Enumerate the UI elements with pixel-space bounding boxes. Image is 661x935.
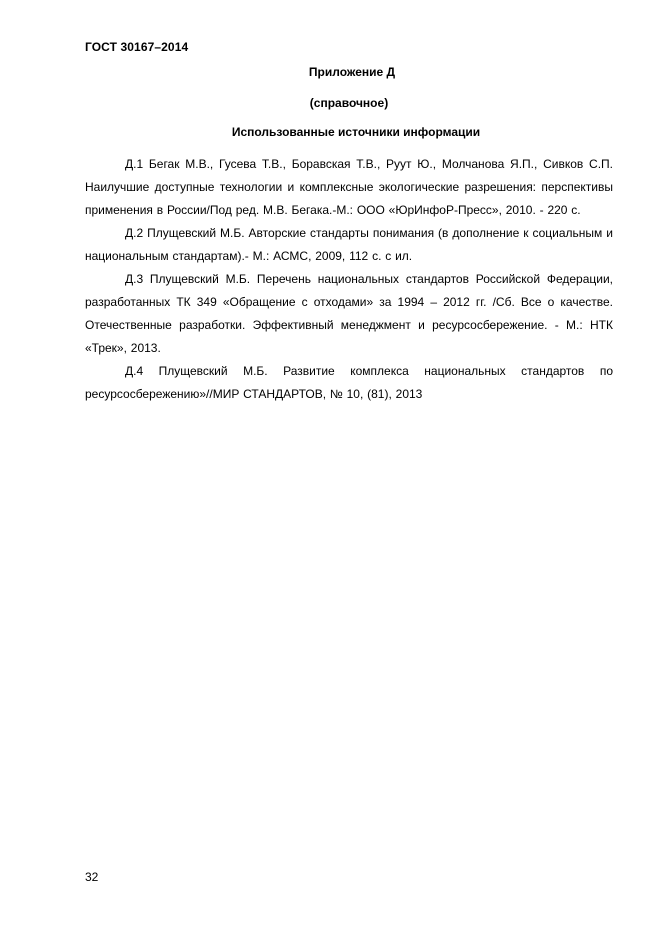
references-list — [85, 153, 613, 406]
sources-title: Использованные источники информации — [231, 125, 481, 139]
document-code: ГОСТ 30167–2014 — [85, 40, 189, 54]
page-number: 32 — [85, 870, 99, 884]
reference-item-d1: Д.1 Бегак М.В., Гусева Т.В., Боравская Т.В., Руут Ю., Молчанова Я.П., Сивков С.П. Наилучшие доступные технологии и комплексные экологические разрешения: перспективы применения в России/Под ред. М.В. Бегака.-М.: ООО «ЮрИнфоР-Пресс», 2010. - 220 с. — [85, 157, 613, 217]
reference-item-d3: Д.3 Плущевский М.Б. Перечень национальных стандартов Российской Федерации, разработанных ТК 349 «Обращение с отходами» за 1994 – 2012 гг. /Сб. Все о качестве. Отечественные разработки. Эффективный менеджмент и ресурсосбережение. - М.: НТК «Трек», 2013. — [85, 272, 613, 355]
reference-item-d4: Д.4 Плущевский М.Б. Развитие комплекса национальных стандартов по ресурсосбережению»//МИР СТАНДАРТОВ, № 10, (81), 2013 — [85, 364, 613, 401]
appendix-title: Приложение Д — [308, 65, 396, 79]
appendix-kind: (справочное) — [309, 96, 389, 110]
reference-item-d2: Д.2 Плущевский М.Б. Авторские стандарты понимания (в дополнение к социальным и национальным стандартам).- М.: АСМС, 2009, 112 с. с ил. — [85, 226, 613, 263]
